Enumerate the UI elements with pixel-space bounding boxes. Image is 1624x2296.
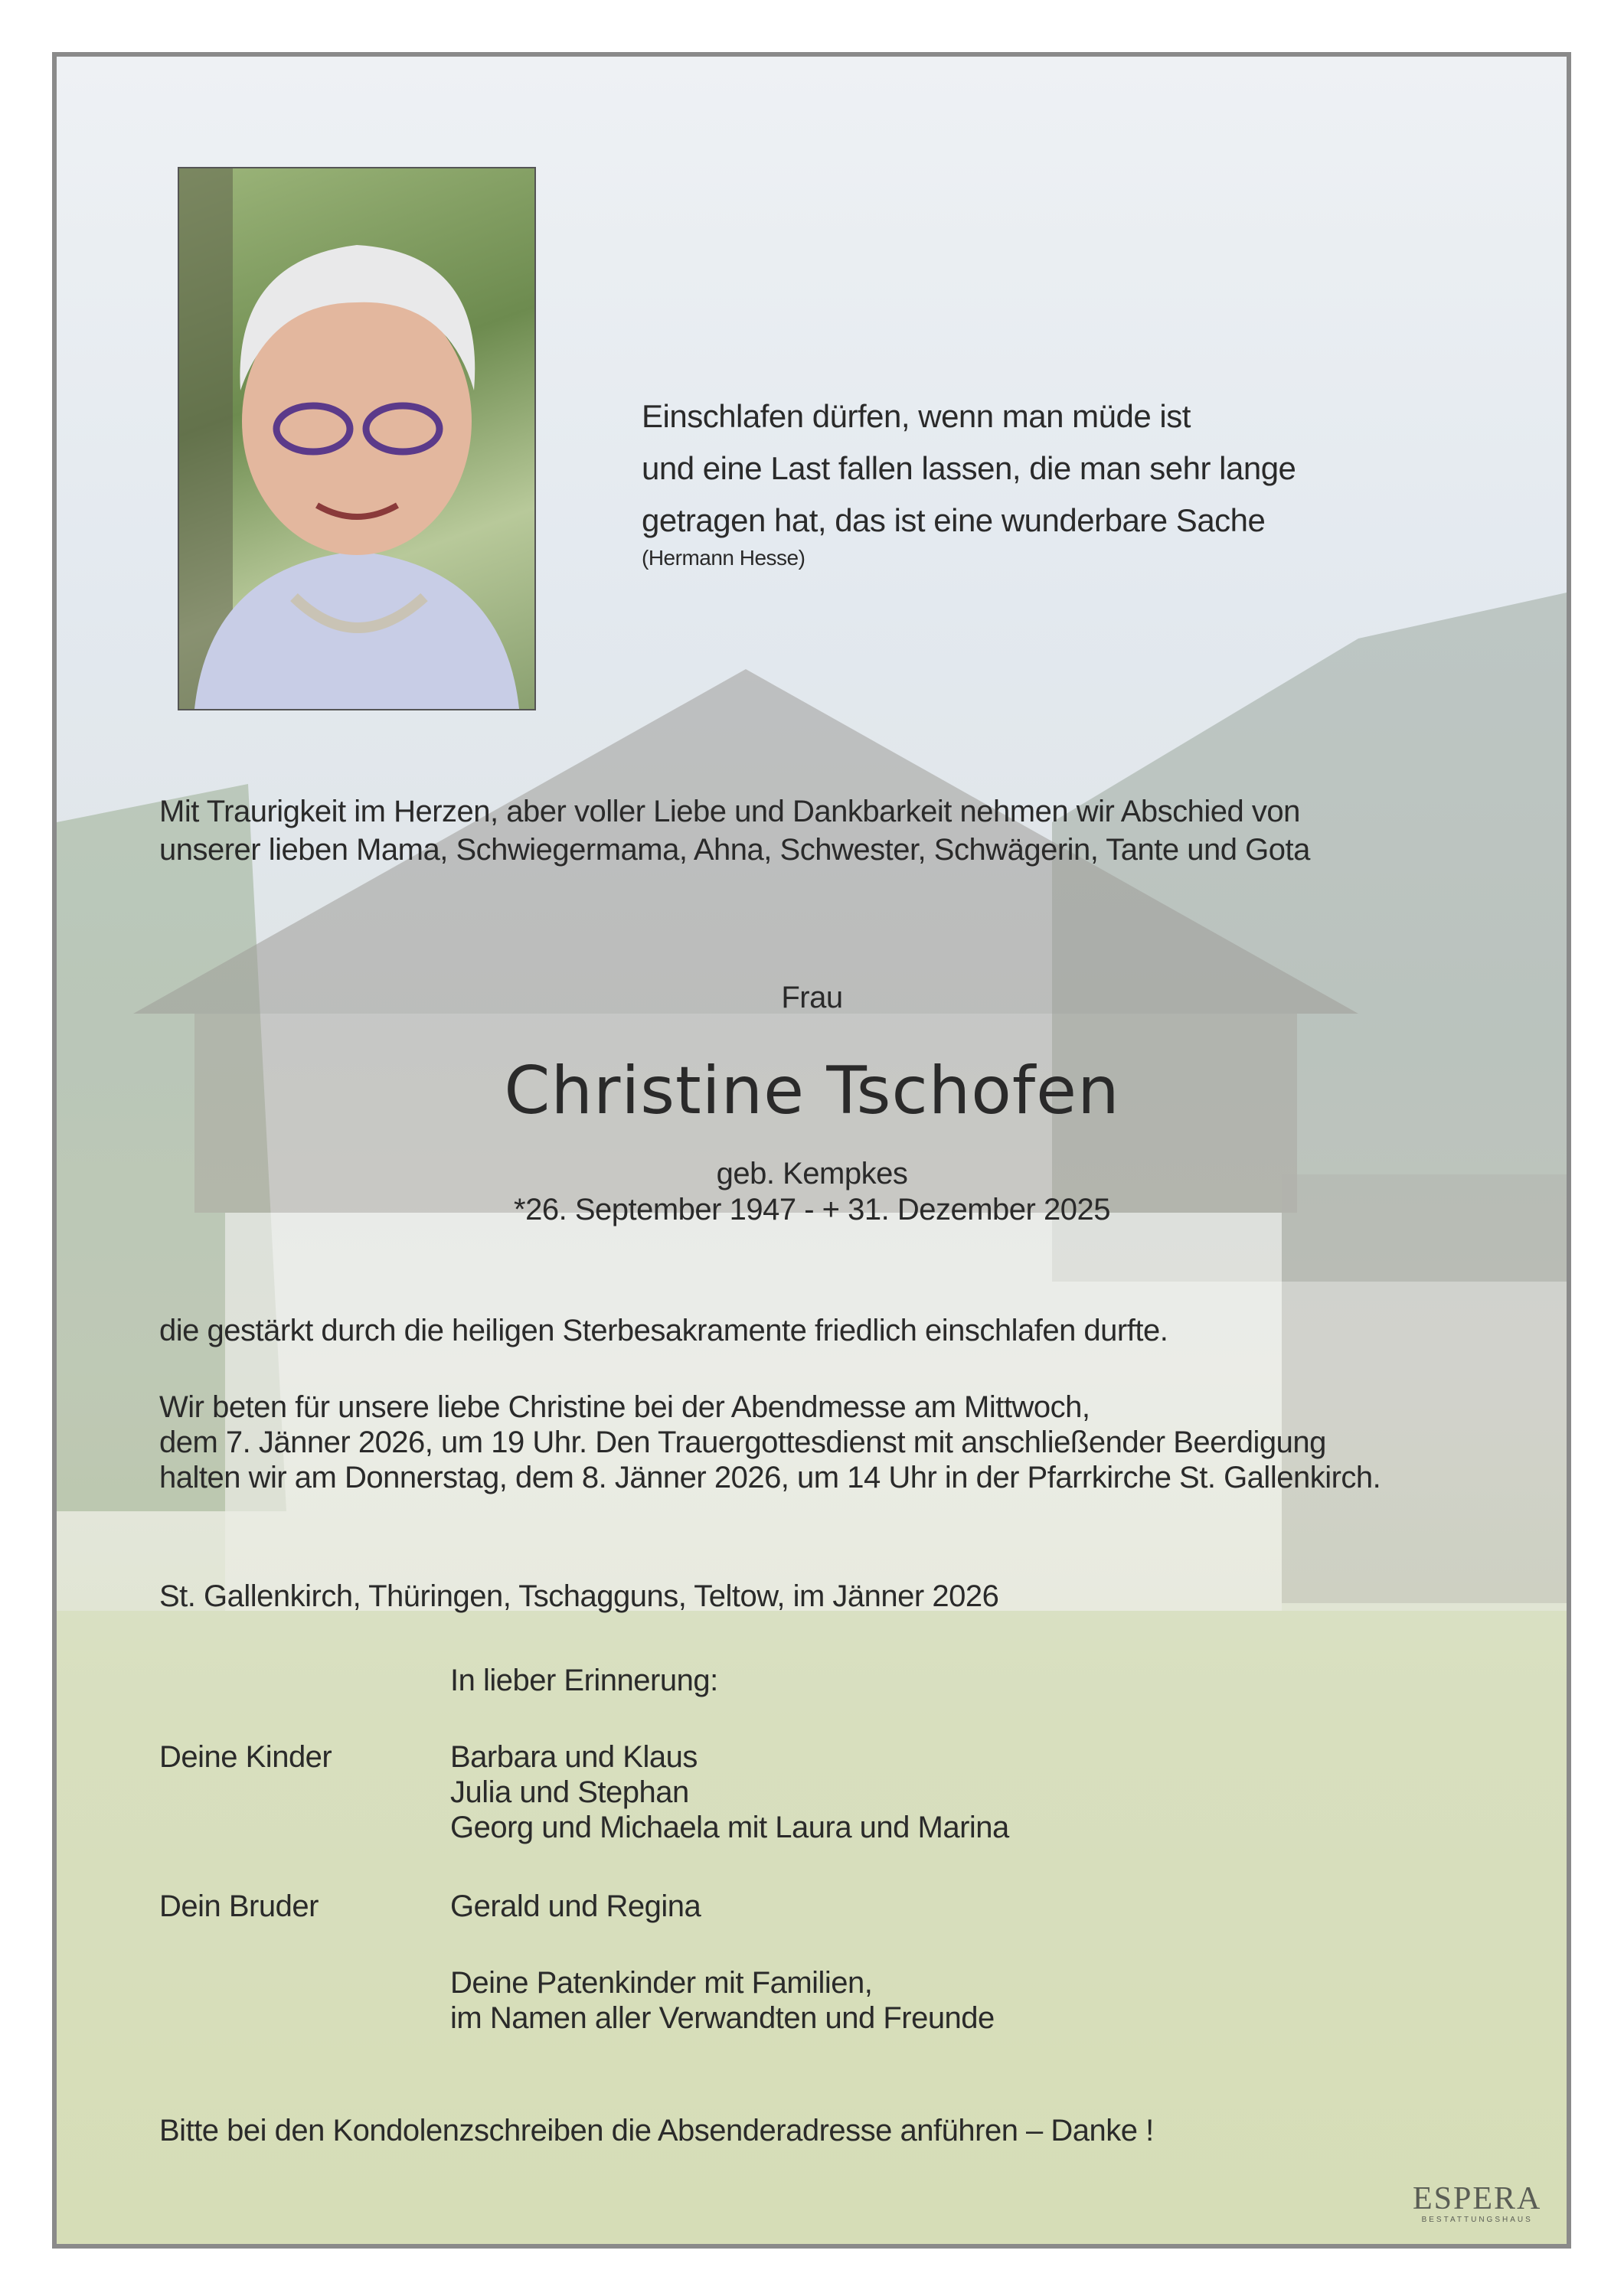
salutation: Frau — [781, 981, 843, 1014]
deceased-name: Christine Tschofen — [504, 1053, 1120, 1129]
intro-line: Mit Traurigkeit im Herzen, aber voller Liebe und Dankbarkeit nehmen wir Abschied von — [159, 795, 1300, 828]
service-line: halten wir am Donnerstag, dem 8. Jänner 2026, um 14 Uhr in der Pfarrkirche St. Gallenkirch. — [159, 1461, 1381, 1494]
service-line: dem 7. Jänner 2026, um 19 Uhr. Den Trauergottesdienst mit anschließender Beerdigung — [159, 1426, 1326, 1459]
funeral-home-logo — [1413, 2182, 1541, 2224]
intro-line: unserer lieben Mama, Schwiegermama, Ahna, Schwester, Schwägerin, Tante und Gota — [159, 833, 1310, 867]
quote-line: Einschlafen dürfen, wenn man müde ist — [642, 398, 1191, 434]
family-member: Julia und Stephan — [450, 1775, 689, 1809]
passing-text: die gestärkt durch die heiligen Sterbesakramente friedlich einschlafen durfte. — [159, 1314, 1168, 1347]
maiden-name: geb. Kempkes — [716, 1157, 908, 1190]
quote-author: (Hermann Hesse) — [642, 546, 805, 570]
memory-heading: In lieber Erinnerung: — [450, 1664, 718, 1697]
place-date: St. Gallenkirch, Thüringen, Tschagguns, Teltow, im Jänner 2026 — [159, 1579, 999, 1613]
intro-text — [159, 792, 1310, 869]
family-member: Georg und Michaela mit Laura und Marina — [450, 1811, 1009, 1844]
family-member: Deine Patenkinder mit Familien, — [450, 1966, 873, 2000]
quote-line: und eine Last fallen lassen, die man sehr lange — [642, 450, 1296, 486]
portrait-image — [179, 168, 534, 709]
family-member: im Namen aller Verwandten und Freunde — [450, 2001, 995, 2035]
brother-label: Dein Bruder — [159, 1889, 319, 1923]
brother-name: Gerald und Regina — [450, 1889, 701, 1923]
footer-note: Bitte bei den Kondolenzschreiben die Absenderadresse anführen – Danke ! — [159, 2114, 1154, 2147]
quote — [642, 390, 1296, 547]
service-line: Wir beten für unsere liebe Christine bei der Abendmesse am Mittwoch, — [159, 1390, 1090, 1424]
children-list — [450, 1739, 1009, 1845]
portrait-photo — [178, 167, 536, 710]
children-label: Deine Kinder — [159, 1740, 332, 1774]
family-member: Barbara und Klaus — [450, 1740, 698, 1774]
logo-sub: BESTATTUNGSHAUS — [1421, 2216, 1533, 2224]
logo-main: ESPERA — [1413, 2181, 1542, 2216]
life-dates: *26. September 1947 - + 31. Dezember 2025 — [514, 1193, 1110, 1226]
quote-line: getragen hat, das ist eine wunderbare Sache — [642, 502, 1266, 538]
other-mourners — [450, 1965, 995, 2036]
service-text — [159, 1390, 1381, 1495]
